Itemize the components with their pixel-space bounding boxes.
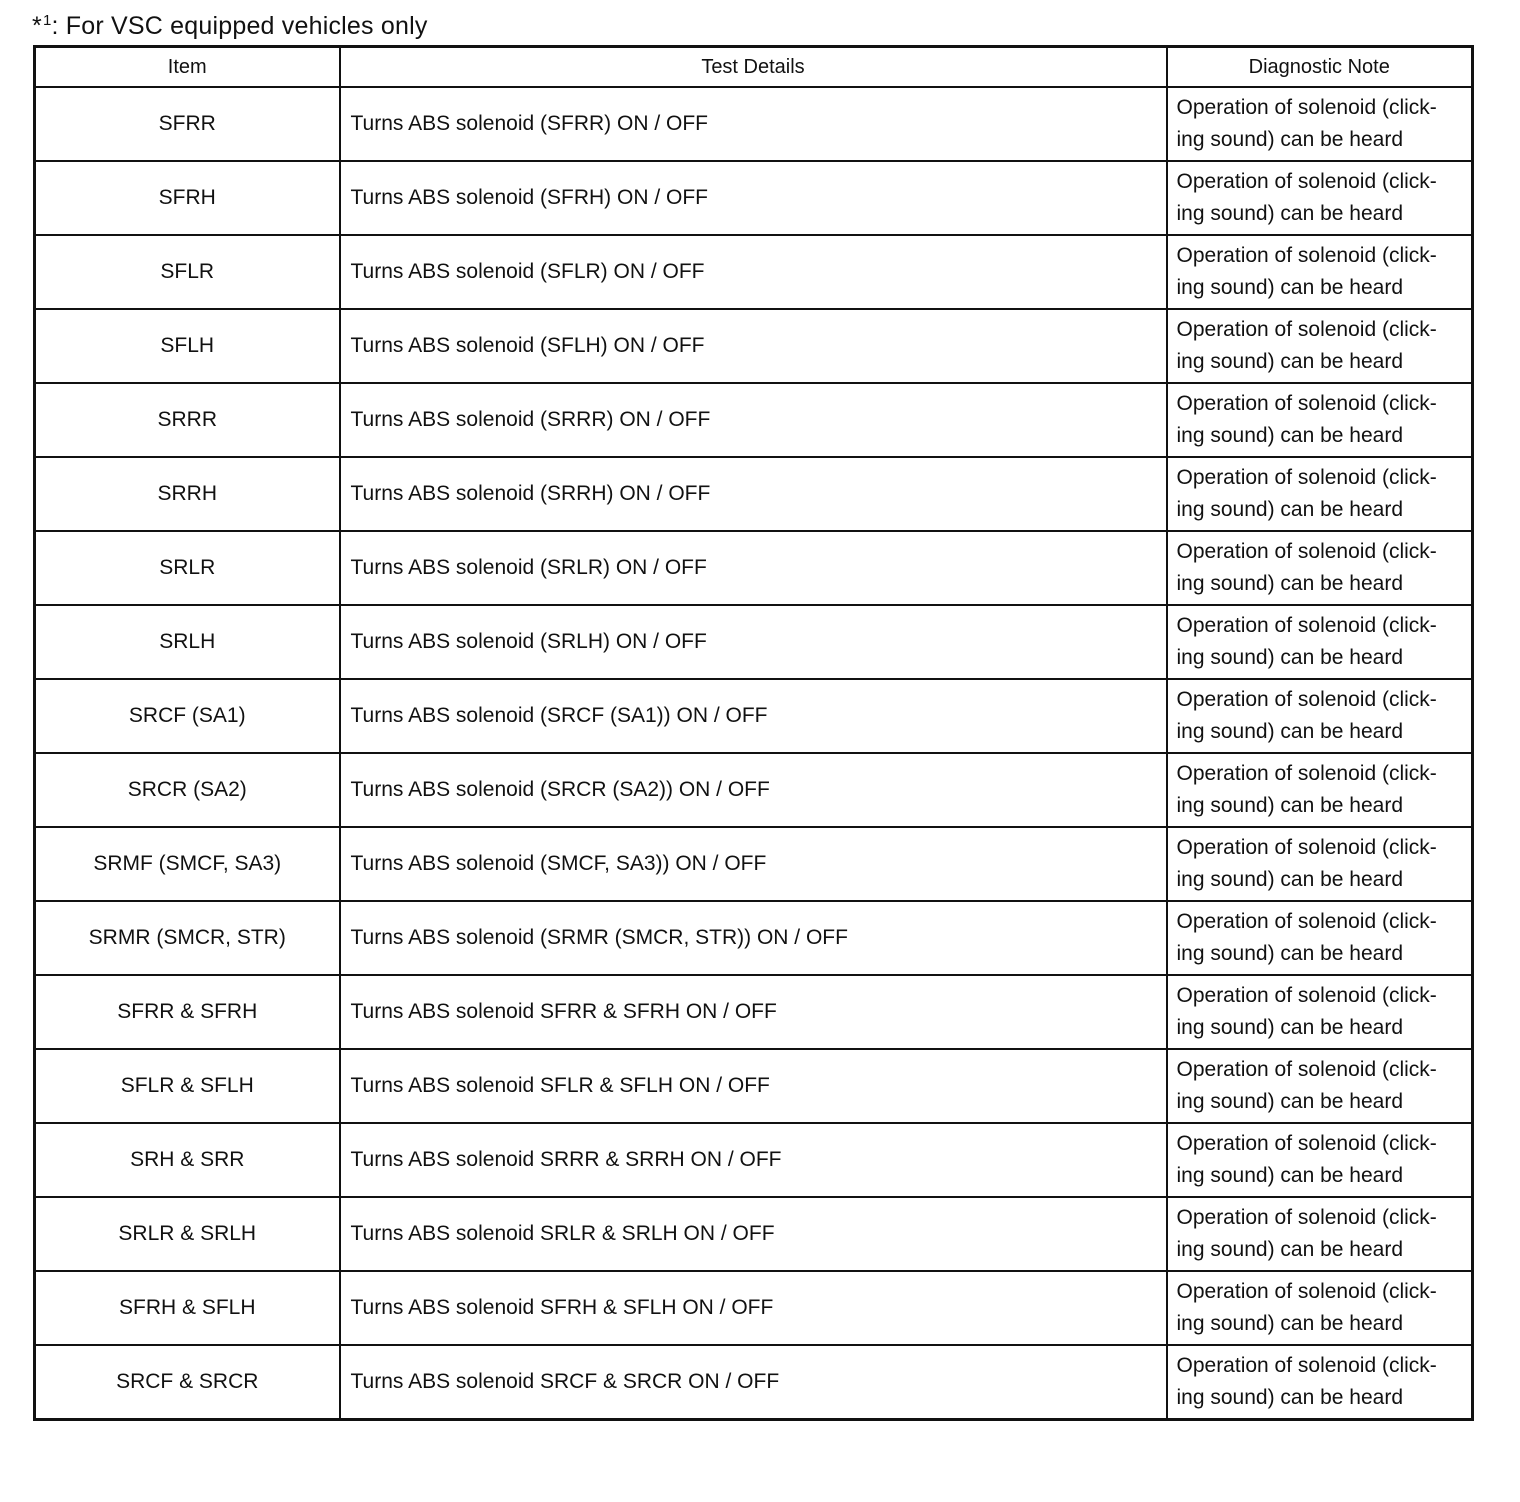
cell-item: SRRH — [35, 457, 340, 531]
cell-diagnostic-note — [1167, 235, 1473, 309]
cell-diagnostic-note — [1167, 383, 1473, 457]
note-line-1: Operation of solenoid (click- — [1176, 836, 1437, 859]
cell-test-details: Turns ABS solenoid (SRLR) ON / OFF — [340, 531, 1167, 605]
note-line-2: ing sound) can be heard — [1176, 1090, 1403, 1113]
note-line-1: Operation of solenoid (click- — [1176, 1354, 1437, 1377]
cell-test-details: Turns ABS solenoid (SRLH) ON / OFF — [340, 605, 1167, 679]
cell-diagnostic-note — [1167, 827, 1473, 901]
note-line-1: Operation of solenoid (click- — [1176, 762, 1437, 785]
cell-diagnostic-note — [1167, 1345, 1473, 1420]
table-row — [35, 827, 1473, 901]
cell-item: SFLR — [35, 235, 340, 309]
note-line-2: ing sound) can be heard — [1176, 942, 1403, 965]
cell-item: SRCF (SA1) — [35, 679, 340, 753]
cell-test-details: Turns ABS solenoid (SRMR (SMCR, STR)) ON / OFF — [340, 901, 1167, 975]
cell-item: SRLH — [35, 605, 340, 679]
cell-item: SRMR (SMCR, STR) — [35, 901, 340, 975]
cell-diagnostic-note — [1167, 87, 1473, 161]
footnote-text: : For VSC equipped vehicles only — [51, 12, 428, 40]
footnote-number: 1 — [42, 12, 52, 29]
table-row — [35, 753, 1473, 827]
note-line-2: ing sound) can be heard — [1176, 720, 1403, 743]
table-row — [35, 309, 1473, 383]
note-line-2: ing sound) can be heard — [1176, 1386, 1403, 1409]
cell-item: SRCR (SA2) — [35, 753, 340, 827]
note-line-1: Operation of solenoid (click- — [1176, 392, 1437, 415]
note-line-1: Operation of solenoid (click- — [1176, 1132, 1437, 1155]
cell-test-details: Turns ABS solenoid SRLR & SRLH ON / OFF — [340, 1197, 1167, 1271]
table-row — [35, 87, 1473, 161]
cell-diagnostic-note — [1167, 975, 1473, 1049]
cell-test-details: Turns ABS solenoid (SFLH) ON / OFF — [340, 309, 1167, 383]
note-line-1: Operation of solenoid (click- — [1176, 318, 1437, 341]
table-row — [35, 679, 1473, 753]
table-row — [35, 1123, 1473, 1197]
cell-test-details: Turns ABS solenoid SFLR & SFLH ON / OFF — [340, 1049, 1167, 1123]
table-row — [35, 531, 1473, 605]
cell-diagnostic-note — [1167, 901, 1473, 975]
note-line-2: ing sound) can be heard — [1176, 128, 1403, 151]
footnote-marker: * — [32, 12, 42, 40]
cell-test-details: Turns ABS solenoid (SFLR) ON / OFF — [340, 235, 1167, 309]
note-line-1: Operation of solenoid (click- — [1176, 984, 1437, 1007]
cell-item: SRCF & SRCR — [35, 1345, 340, 1420]
footnote — [32, 4, 428, 43]
cell-test-details: Turns ABS solenoid (SRCF (SA1)) ON / OFF — [340, 679, 1167, 753]
cell-diagnostic-note — [1167, 679, 1473, 753]
cell-diagnostic-note — [1167, 753, 1473, 827]
cell-item: SFLH — [35, 309, 340, 383]
cell-item: SRH & SRR — [35, 1123, 340, 1197]
table-row — [35, 1271, 1473, 1345]
table-row — [35, 457, 1473, 531]
table-row — [35, 235, 1473, 309]
cell-item: SRMF (SMCF, SA3) — [35, 827, 340, 901]
note-line-2: ing sound) can be heard — [1176, 350, 1403, 373]
note-line-1: Operation of solenoid (click- — [1176, 688, 1437, 711]
note-line-1: Operation of solenoid (click- — [1176, 96, 1437, 119]
cell-diagnostic-note — [1167, 531, 1473, 605]
cell-diagnostic-note — [1167, 605, 1473, 679]
cell-test-details: Turns ABS solenoid (SFRR) ON / OFF — [340, 87, 1167, 161]
table-row — [35, 901, 1473, 975]
note-line-1: Operation of solenoid (click- — [1176, 910, 1437, 933]
note-line-2: ing sound) can be heard — [1176, 1238, 1403, 1261]
cell-test-details: Turns ABS solenoid SRCF & SRCR ON / OFF — [340, 1345, 1167, 1420]
header-diagnostic-note: Diagnostic Note — [1167, 47, 1473, 88]
note-line-1: Operation of solenoid (click- — [1176, 1280, 1437, 1303]
cell-item: SRRR — [35, 383, 340, 457]
note-line-2: ing sound) can be heard — [1176, 868, 1403, 891]
cell-test-details: Turns ABS solenoid (SFRH) ON / OFF — [340, 161, 1167, 235]
cell-item: SRLR — [35, 531, 340, 605]
header-item: Item — [35, 47, 340, 88]
note-line-1: Operation of solenoid (click- — [1176, 540, 1437, 563]
cell-item: SFRH — [35, 161, 340, 235]
cell-diagnostic-note — [1167, 1123, 1473, 1197]
note-line-2: ing sound) can be heard — [1176, 1312, 1403, 1335]
cell-item: SFRR — [35, 87, 340, 161]
table-row — [35, 161, 1473, 235]
table-header-row — [35, 47, 1473, 88]
cell-diagnostic-note — [1167, 457, 1473, 531]
table-row — [35, 1197, 1473, 1271]
table-row — [35, 383, 1473, 457]
cell-test-details: Turns ABS solenoid (SRRR) ON / OFF — [340, 383, 1167, 457]
cell-diagnostic-note — [1167, 1271, 1473, 1345]
cell-diagnostic-note — [1167, 1049, 1473, 1123]
note-line-2: ing sound) can be heard — [1176, 572, 1403, 595]
note-line-1: Operation of solenoid (click- — [1176, 170, 1437, 193]
cell-item: SFRH & SFLH — [35, 1271, 340, 1345]
cell-test-details: Turns ABS solenoid SFRR & SFRH ON / OFF — [340, 975, 1167, 1049]
cell-test-details: Turns ABS solenoid SRRR & SRRH ON / OFF — [340, 1123, 1167, 1197]
note-line-1: Operation of solenoid (click- — [1176, 1206, 1437, 1229]
cell-test-details: Turns ABS solenoid (SRCR (SA2)) ON / OFF — [340, 753, 1167, 827]
cell-diagnostic-note — [1167, 1197, 1473, 1271]
cell-item: SFLR & SFLH — [35, 1049, 340, 1123]
cell-test-details: Turns ABS solenoid (SMCF, SA3)) ON / OFF — [340, 827, 1167, 901]
cell-diagnostic-note — [1167, 309, 1473, 383]
cell-item: SRLR & SRLH — [35, 1197, 340, 1271]
cell-test-details: Turns ABS solenoid (SRRH) ON / OFF — [340, 457, 1167, 531]
table-row — [35, 605, 1473, 679]
note-line-2: ing sound) can be heard — [1176, 1016, 1403, 1039]
header-test-details: Test Details — [340, 47, 1167, 88]
cell-diagnostic-note — [1167, 161, 1473, 235]
note-line-2: ing sound) can be heard — [1176, 1164, 1403, 1187]
cell-item: SFRR & SFRH — [35, 975, 340, 1049]
table-row — [35, 1345, 1473, 1420]
note-line-2: ing sound) can be heard — [1176, 424, 1403, 447]
note-line-2: ing sound) can be heard — [1176, 794, 1403, 817]
note-line-2: ing sound) can be heard — [1176, 202, 1403, 225]
active-test-table — [33, 45, 1474, 1421]
note-line-1: Operation of solenoid (click- — [1176, 244, 1437, 267]
note-line-2: ing sound) can be heard — [1176, 498, 1403, 521]
table-row — [35, 1049, 1473, 1123]
note-line-2: ing sound) can be heard — [1176, 276, 1403, 299]
note-line-1: Operation of solenoid (click- — [1176, 466, 1437, 489]
note-line-2: ing sound) can be heard — [1176, 646, 1403, 669]
table-row — [35, 975, 1473, 1049]
note-line-1: Operation of solenoid (click- — [1176, 1058, 1437, 1081]
note-line-1: Operation of solenoid (click- — [1176, 614, 1437, 637]
cell-test-details: Turns ABS solenoid SFRH & SFLH ON / OFF — [340, 1271, 1167, 1345]
